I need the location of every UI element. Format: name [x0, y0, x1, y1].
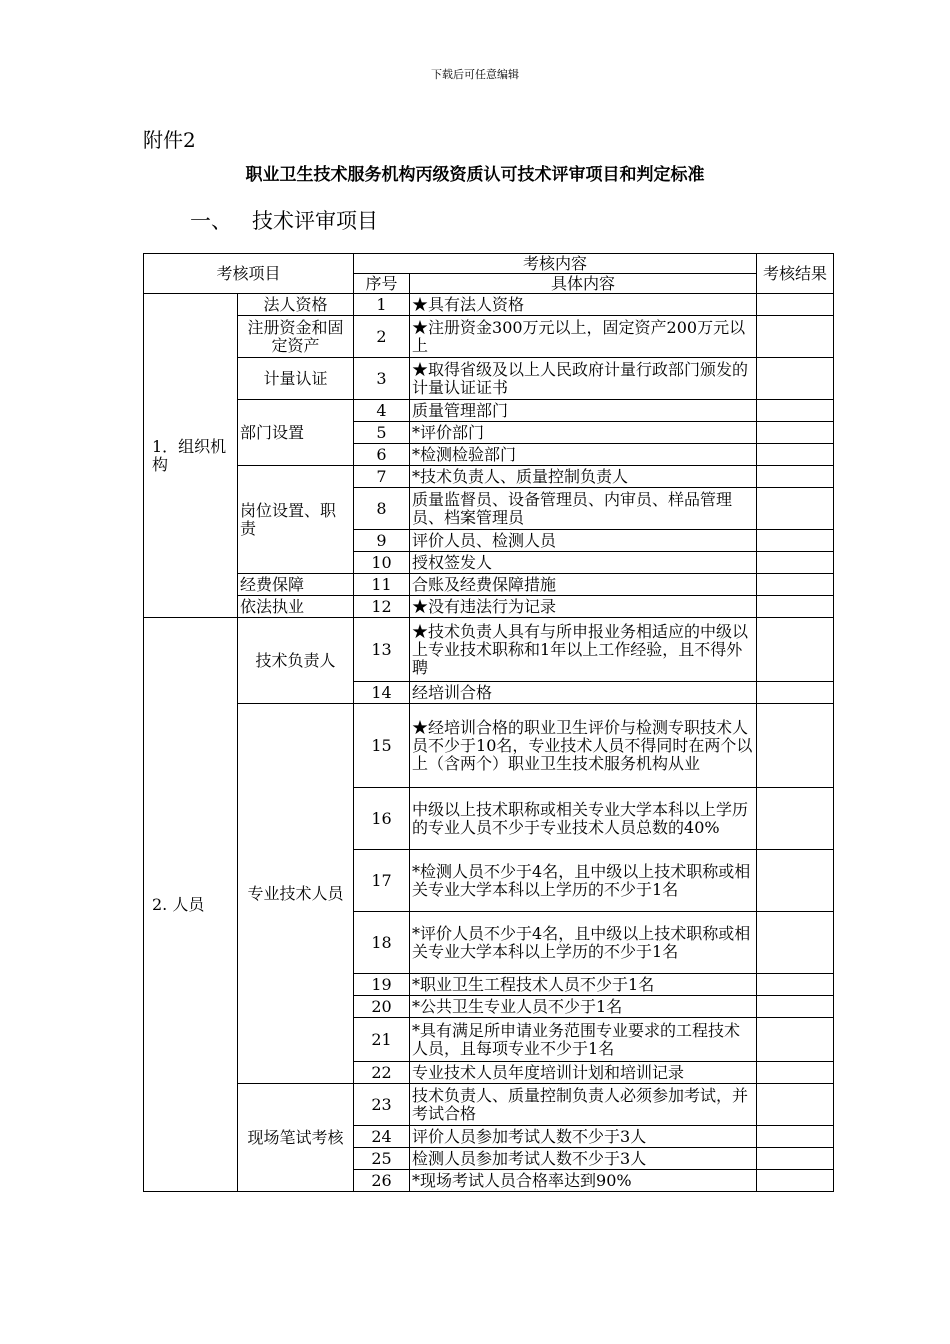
result-cell[interactable]	[757, 1126, 834, 1148]
seq-cell: 20	[354, 996, 410, 1018]
document-title: 职业卫生技术服务机构丙级资质认可技术评审项目和判定标准	[245, 165, 705, 185]
seq-cell: 25	[354, 1148, 410, 1170]
result-cell[interactable]	[757, 358, 834, 400]
result-cell[interactable]	[757, 618, 834, 682]
category-staff: 2. 人员	[144, 618, 238, 1192]
header-content: 考核内容	[354, 254, 757, 274]
result-cell[interactable]	[757, 574, 834, 596]
detail-cell: 技术负责人、质量控制负责人必须参加考试，并考试合格	[410, 1084, 757, 1126]
seq-cell: 12	[354, 596, 410, 618]
header-note: 下载后可任意编辑	[431, 68, 519, 81]
seq-cell: 11	[354, 574, 410, 596]
result-cell[interactable]	[757, 1148, 834, 1170]
detail-cell: 合账及经费保障措施	[410, 574, 757, 596]
seq-cell: 2	[354, 316, 410, 358]
result-cell[interactable]	[757, 596, 834, 618]
result-cell[interactable]	[757, 1084, 834, 1126]
detail-cell: ★技术负责人具有与所申报业务相适应的中级以上专业技术职称和1年以上工作经验，且不得外聘	[410, 618, 757, 682]
detail-cell: *检测检验部门	[410, 444, 757, 466]
detail-cell: *现场考试人员合格率达到90%	[410, 1170, 757, 1192]
subitem-legal: 法人资格	[238, 294, 354, 316]
detail-cell: *职业卫生工程技术人员不少于1名	[410, 974, 757, 996]
table-row	[144, 704, 834, 788]
category-org: 1．组织机构	[144, 294, 238, 618]
result-cell[interactable]	[757, 422, 834, 444]
result-cell[interactable]	[757, 974, 834, 996]
detail-cell: ★具有法人资格	[410, 294, 757, 316]
detail-cell: *技术负责人、质量控制负责人	[410, 466, 757, 488]
detail-cell: 质量监督员、设备管理员、内审员、样品管理员、档案管理员	[410, 488, 757, 530]
table-row	[144, 596, 834, 618]
header-detail: 具体内容	[410, 274, 757, 294]
attachment-label: 附件2	[143, 128, 196, 152]
result-cell[interactable]	[757, 552, 834, 574]
header-seq: 序号	[354, 274, 410, 294]
result-cell[interactable]	[757, 1018, 834, 1062]
detail-cell: ★注册资金300万元以上，固定资产200万元以上	[410, 316, 757, 358]
seq-cell: 17	[354, 850, 410, 912]
detail-cell: 评价人员、检测人员	[410, 530, 757, 552]
table-row	[144, 400, 834, 422]
result-cell[interactable]	[757, 1170, 834, 1192]
detail-cell: ★经培训合格的职业卫生评价与检测专职技术人员不少于10名，专业技术人员不得同时在两个以上（含两个）职业卫生技术服务机构从业	[410, 704, 757, 788]
seq-cell: 22	[354, 1062, 410, 1084]
result-cell[interactable]	[757, 850, 834, 912]
seq-cell: 9	[354, 530, 410, 552]
detail-cell: 质量管理部门	[410, 400, 757, 422]
header-result: 考核结果	[757, 254, 834, 294]
detail-cell: 评价人员参加考试人数不少于3人	[410, 1126, 757, 1148]
seq-cell: 3	[354, 358, 410, 400]
result-cell[interactable]	[757, 294, 834, 316]
result-cell[interactable]	[757, 788, 834, 850]
table-row	[144, 574, 834, 596]
subitem-tech-lead: 技术负责人	[238, 618, 354, 704]
seq-cell: 21	[354, 1018, 410, 1062]
seq-cell: 26	[354, 1170, 410, 1192]
result-cell[interactable]	[757, 996, 834, 1018]
seq-cell: 4	[354, 400, 410, 422]
review-table	[143, 253, 834, 1192]
seq-cell: 1	[354, 294, 410, 316]
result-cell[interactable]	[757, 912, 834, 974]
result-cell[interactable]	[757, 400, 834, 422]
seq-cell: 5	[354, 422, 410, 444]
table-row	[144, 358, 834, 400]
subitem-law: 依法执业	[238, 596, 354, 618]
result-cell[interactable]	[757, 444, 834, 466]
result-cell[interactable]	[757, 1062, 834, 1084]
seq-cell: 16	[354, 788, 410, 850]
detail-cell: 经培训合格	[410, 682, 757, 704]
seq-cell: 7	[354, 466, 410, 488]
result-cell[interactable]	[757, 682, 834, 704]
seq-cell: 14	[354, 682, 410, 704]
result-cell[interactable]	[757, 316, 834, 358]
subitem-metrology: 计量认证	[238, 358, 354, 400]
table-header-row	[144, 254, 834, 274]
seq-cell: 8	[354, 488, 410, 530]
detail-cell: ★取得省级及以上人民政府计量行政部门颁发的计量认证证书	[410, 358, 757, 400]
detail-cell: ★没有违法行为记录	[410, 596, 757, 618]
section-number: 一、	[190, 209, 232, 233]
detail-cell: 专业技术人员年度培训计划和培训记录	[410, 1062, 757, 1084]
seq-cell: 6	[354, 444, 410, 466]
subitem-exam: 现场笔试考核	[238, 1084, 354, 1192]
detail-cell: *评价人员不少于4名，且中级以上技术职称或相关专业大学本科以上学历的不少于1名	[410, 912, 757, 974]
detail-cell: *检测人员不少于4名，且中级以上技术职称或相关专业大学本科以上学历的不少于1名	[410, 850, 757, 912]
detail-cell: *公共卫生专业人员不少于1名	[410, 996, 757, 1018]
seq-cell: 19	[354, 974, 410, 996]
result-cell[interactable]	[757, 530, 834, 552]
seq-cell: 10	[354, 552, 410, 574]
seq-cell: 15	[354, 704, 410, 788]
result-cell[interactable]	[757, 466, 834, 488]
detail-cell: 授权签发人	[410, 552, 757, 574]
table-row	[144, 466, 834, 488]
seq-cell: 24	[354, 1126, 410, 1148]
header-item: 考核项目	[144, 254, 354, 294]
seq-cell: 18	[354, 912, 410, 974]
subitem-prof: 专业技术人员	[238, 704, 354, 1084]
subitem-funds: 经费保障	[238, 574, 354, 596]
subitem-post: 岗位设置、职责	[238, 466, 354, 574]
subitem-dept: 部门设置	[238, 400, 354, 466]
section-title: 技术评审项目	[252, 209, 378, 233]
seq-cell: 23	[354, 1084, 410, 1126]
result-cell[interactable]	[757, 488, 834, 530]
subitem-capital: 注册资金和固定资产	[238, 316, 354, 358]
section-heading	[190, 205, 378, 235]
table-row	[144, 1084, 834, 1126]
detail-cell: *具有满足所申请业务范围专业要求的工程技术人员，且每项专业不少于1名	[410, 1018, 757, 1062]
seq-cell: 13	[354, 618, 410, 682]
table-row	[144, 316, 834, 358]
table-row	[144, 618, 834, 682]
result-cell[interactable]	[757, 704, 834, 788]
detail-cell: *评价部门	[410, 422, 757, 444]
table-row	[144, 294, 834, 316]
detail-cell: 中级以上技术职称或相关专业大学本科以上学历的专业人员不少于专业技术人员总数的40%	[410, 788, 757, 850]
detail-cell: 检测人员参加考试人数不少于3人	[410, 1148, 757, 1170]
